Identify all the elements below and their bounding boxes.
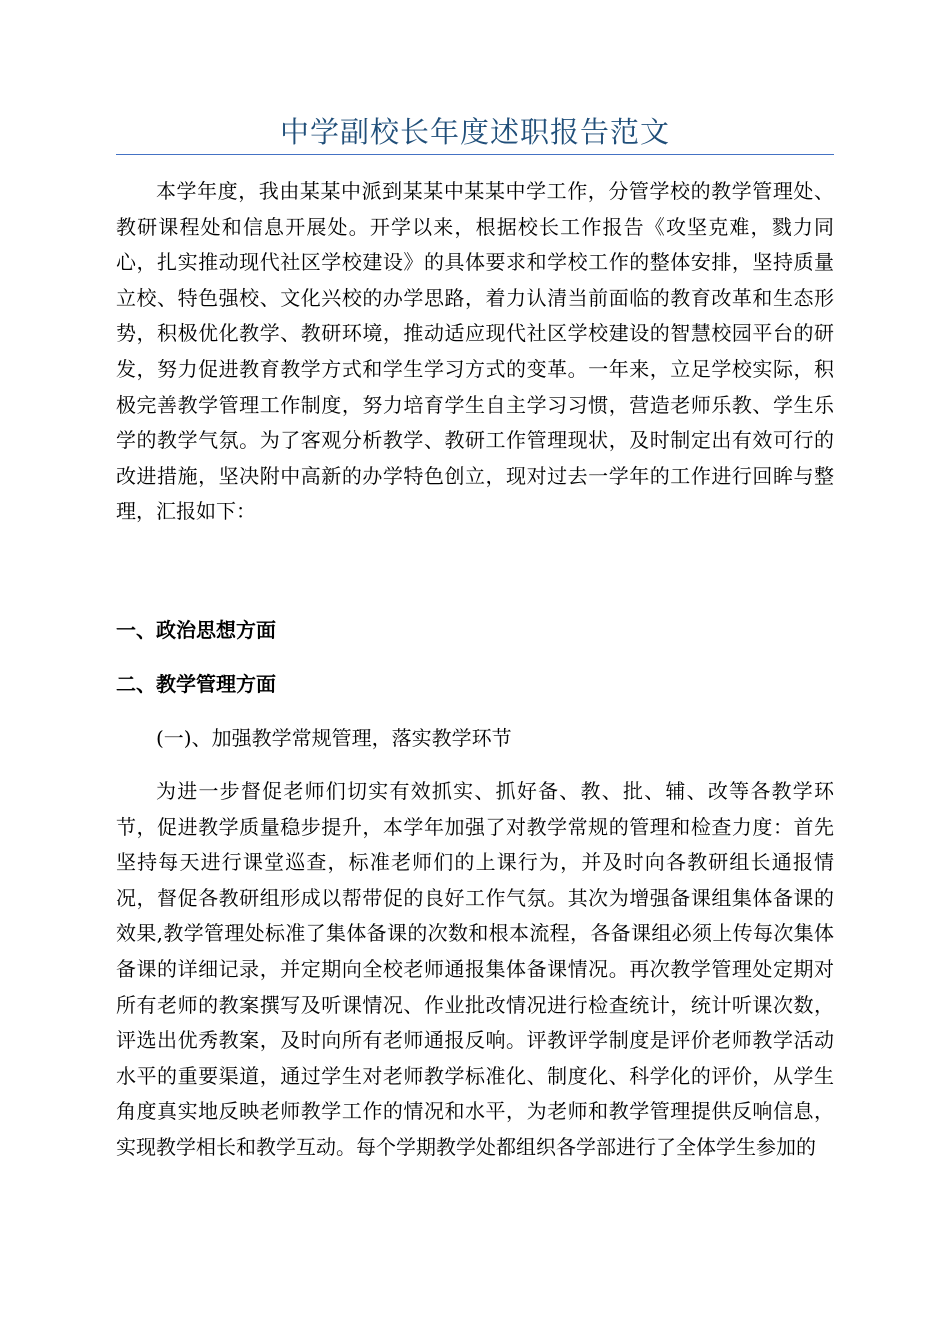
document-title: 中学副校长年度述职报告范文	[279, 115, 670, 149]
section-heading-teaching-management: 二、教学管理方面	[116, 672, 276, 696]
title-underline	[116, 154, 834, 155]
routine-management-paragraph: 为进一步督促老师们切实有效抓实、抓好备、教、批、辅、改等各教学环节，促进教学质量稳步提升，本学年加强了对教学常规的管理和检查力度：首先坚持每天进行课堂巡查，标准老师们的上课行为，并及时向各教研组长通报情况，督促各教研组形成以帮带促的良好工作气氛。其次为增强备课组集体备课的效果,教学管理处标准了集体备课的次数和根本流程，各备课组必须上传每次集体备课的详细记录，并定期向全校老师通报集体备课情况。再次教学管理处定期对所有老师的教案撰写及听课情况、作业批改情况进行检查统计，统计听课次数，评选出优秀教案，及时向所有老师通报反响。评教评学制度是评价老师教学活动水平的重要渠道，通过学生对老师教学标准化、制度化、科学化的评价，从学生角度真实地反映老师教学工作的情况和水平，为老师和教学管理提供反响信息，实现教学相长和教学互动。每个学期教学处都组织各学部进行了全体学生参加的	[116, 779, 834, 1159]
section-heading-political: 一、政治思想方面	[116, 618, 276, 642]
subsection-heading-routine-management: (一)、加强教学常规管理，落实教学环节	[156, 726, 512, 750]
intro-paragraph: 本学年度，我由某某中派到某某中某某中学工作，分管学校的教学管理处、教研课程处和信息开展处。开学以来，根据校长工作报告《攻坚克难，戮力同心，扎实推动现代社区学校建设》的具体要求和学校工作的整体安排，坚持质量立校、特色强校、文化兴校的办学思路，着力认清当前面临的教育改革和生态形势，积极优化教学、教研环境，推动适应现代社区学校建设的智慧校园平台的研发，努力促进教育教学方式和学生学习方式的变革。一年来，立足学校实际，积极完善教学管理工作制度，努力培育学生自主学习习惯，营造老师乐教、学生乐学的教学气氛。为了客观分析教学、教研工作管理现状，及时制定出有效可行的改进措施，坚决附中高新的办学特色创立，现对过去一学年的工作进行回眸与整理，汇报如下：	[116, 179, 834, 524]
